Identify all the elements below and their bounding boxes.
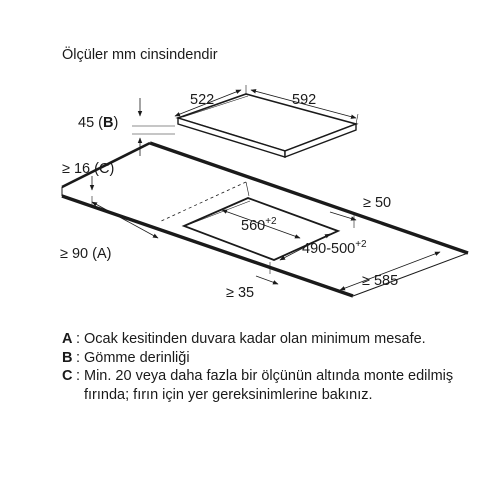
legend-text: Min. 20 veya daha fazla bir ölçünün altında monte edilmiş fırında; fırın için yer gereksinimlerine bakınız. <box>84 368 454 403</box>
diagram-title: Ölçüler mm cinsindendir <box>62 47 218 63</box>
front-clearance-label: ≥ 35 <box>226 285 255 301</box>
legend-item-b <box>62 349 472 368</box>
legend-colon: : <box>76 331 81 347</box>
wall-distance-label: ≥ 90 (A) <box>60 246 112 262</box>
rear-clearance-label: ≥ 50 <box>363 195 392 211</box>
legend-colon: : <box>76 368 81 384</box>
legend-text: Ocak kesitinden duvara kadar olan minimum mesafe. <box>84 331 426 347</box>
cutout-depth-label: $490-500^{+2}$ <box>302 239 367 257</box>
legend-item-c <box>62 367 472 404</box>
cutout-width-label: $560^{+2}$ <box>241 216 277 234</box>
oven-clearance-label: ≥ 16 (C) <box>62 161 115 177</box>
legend-key: B <box>62 349 73 366</box>
installation-depth-dimension <box>132 98 175 156</box>
legend-key: C <box>62 368 73 384</box>
installation-depth-label: 45 (B) <box>78 115 119 131</box>
hob-width-label: 592 <box>292 92 317 108</box>
legend-key: A <box>62 331 73 347</box>
worktop-depth-label: ≥ 585 <box>362 273 399 289</box>
hob-depth-label: 522 <box>190 92 215 108</box>
legend-item-a <box>62 330 472 349</box>
legend <box>62 330 472 404</box>
legend-text: Gömme derinliği <box>84 349 190 366</box>
legend-colon: : <box>76 349 81 366</box>
